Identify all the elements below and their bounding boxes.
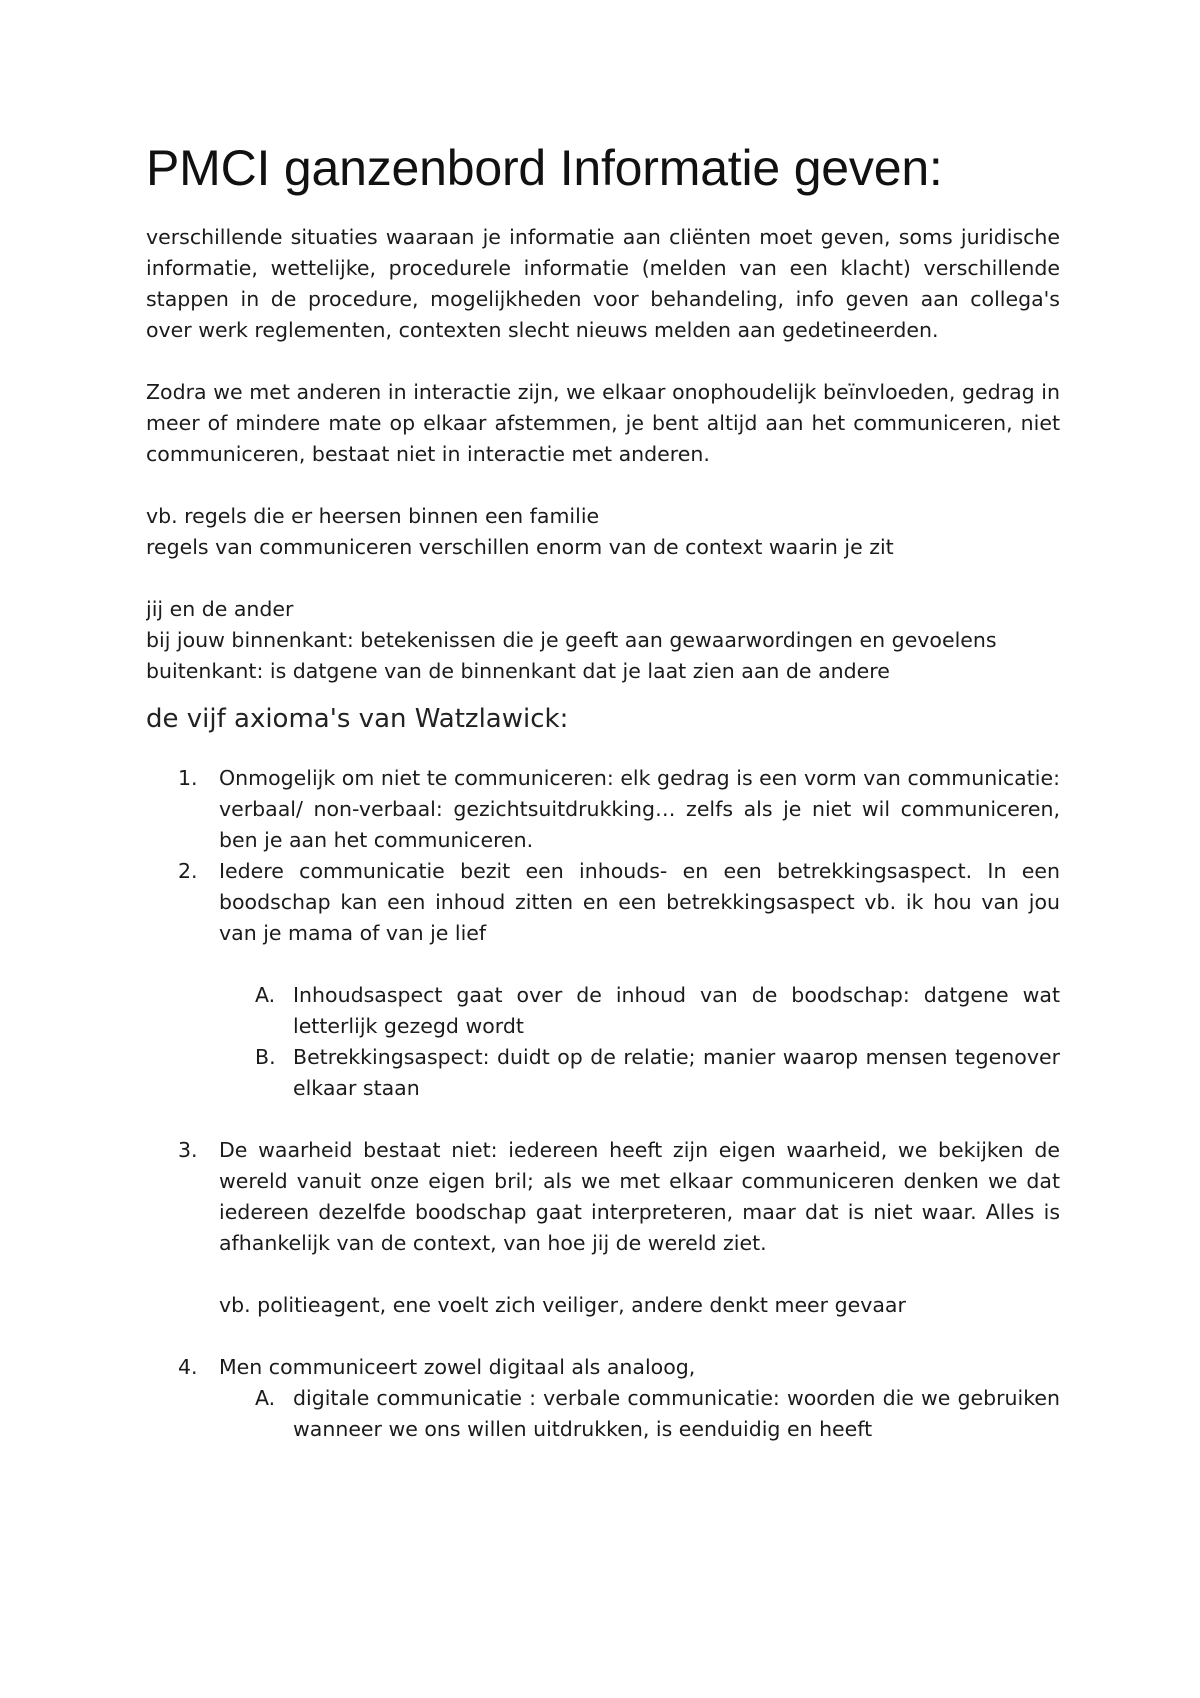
axiom-number: 2.	[178, 859, 198, 883]
interaction-paragraph: Zodra we met anderen in interactie zijn, we elkaar onophoudelijk beïnvloeden, gedrag in meer of mindere mate op elkaar afstemmen, je bent altijd aan het communiceren, niet communiceren, bestaat niet in interactie met anderen.	[146, 380, 1060, 466]
axiom-number: 3.	[178, 1138, 198, 1162]
axiom-item-3	[146, 1135, 1060, 1259]
axiom-3-example: vb. politieagent, ene voelt zich veiliger, andere denkt meer gevaar	[219, 1293, 906, 1317]
self-other-heading: jij en de ander	[146, 597, 294, 621]
axiom-text: Men communiceert zowel digitaal als analoog,	[219, 1355, 696, 1379]
sub-text: Inhoudsaspect gaat over de inhoud van de boodschap: datgene wat letterlijk gezegd wordt	[293, 983, 1060, 1038]
axiom-item-1	[146, 763, 1060, 856]
example-family-rules: vb. regels die er heersen binnen een familie	[146, 504, 600, 528]
axiom-2-sub-a	[146, 980, 1060, 1042]
axioms-list	[146, 763, 1060, 1445]
axiom-text: Onmogelijk om niet te communiceren: elk gedrag is een vorm van communicatie: verbaal/ non-verbaal: gezichtsuitdrukking… zelfs als je niet wil communiceren, ben je aan het communiceren.	[219, 766, 1060, 852]
axiom-4-sub-a	[146, 1383, 1060, 1445]
inside-definition: bij jouw binnenkant: betekenissen die je geeft aan gewaarwordingen en gevoelens	[146, 628, 997, 652]
outside-definition: buitenkant: is datgene van de binnenkant dat je laat zien aan de andere	[146, 659, 890, 683]
axiom-number: 1.	[178, 766, 198, 790]
sub-text: Betrekkingsaspect: duidt op de relatie; manier waarop mensen tegenover elkaar staan	[293, 1045, 1060, 1100]
context-rules-line: regels van communiceren verschillen enorm van de context waarin je zit	[146, 535, 894, 559]
axiom-text: Iedere communicatie bezit een inhouds- en een betrekkingsaspect. In een boodschap kan een inhoud zitten en een betrekkingsaspect vb. ik hou van jou van je mama of van je lief	[219, 859, 1060, 945]
sub-letter: A.	[255, 983, 276, 1007]
sub-text: digitale communicatie : verbale communicatie: woorden die we gebruiken wanneer we ons willen uitdrukken, is eenduidig en heeft	[293, 1386, 1060, 1441]
axioms-heading: de vijf axioma's van Watzlawick:	[146, 704, 569, 734]
axiom-item-2	[146, 856, 1060, 949]
axiom-number: 4.	[178, 1355, 198, 1379]
document-page	[146, 138, 1060, 1445]
axiom-2-sub-b	[146, 1042, 1060, 1104]
document-title: PMCI ganzenbord Informatie geven:	[146, 140, 943, 196]
intro-paragraph: verschillende situaties waaraan je informatie aan cliënten moet geven, soms juridische informatie, wettelijke, procedurele informatie (melden van een klacht) verschillende stappen in de procedure, mogelijkheden voor behandeling, info geven aan collega's over werk reglementen, contexten slecht nieuws melden aan gedetineerden.	[146, 225, 1060, 342]
axiom-item-4	[146, 1352, 1060, 1383]
sub-letter: B.	[255, 1045, 276, 1069]
axiom-text: De waarheid bestaat niet: iedereen heeft zijn eigen waarheid, we bekijken de wereld vanuit onze eigen bril; als we met elkaar communiceren denken we dat iedereen dezelfde boodschap gaat interpreteren, maar dat is niet waar. Alles is afhankelijk van de context, van hoe jij de wereld ziet.	[219, 1138, 1060, 1255]
sub-letter: A.	[255, 1386, 276, 1410]
